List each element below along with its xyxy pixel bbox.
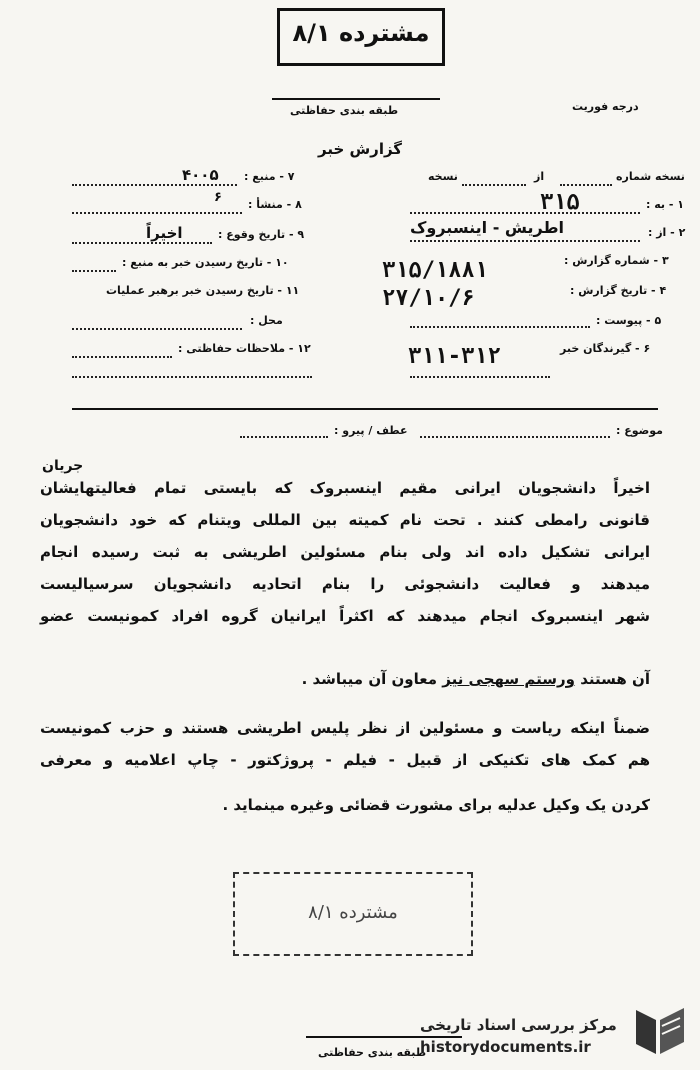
field-source-value: ۴۰۰۵	[182, 166, 219, 184]
field-origin-label: ۸ - منشأ :	[248, 198, 302, 211]
body-line: میدهند و فعالیت دانشجوئی را بنام اتحادیه دانشجویان سرسیالیست	[40, 575, 650, 593]
dotted-line	[560, 184, 612, 186]
classification-line	[272, 98, 440, 100]
dotted-line	[410, 240, 640, 242]
dotted-line	[410, 326, 590, 328]
dotted-line	[240, 436, 328, 438]
field-copy-of: از	[534, 170, 545, 183]
subject-label: موضوع :	[616, 424, 663, 437]
dotted-line	[72, 212, 242, 214]
bottom-stamp-text: مشترده ۸/۱	[308, 902, 398, 923]
field-from-value: اطریش - اینسبروک	[410, 218, 565, 237]
watermark-url: historydocuments.ir	[420, 1038, 591, 1056]
body-line: کردن یک وکیل عدلیه برای مشورت قضائی وغیره مینماید .	[222, 796, 650, 814]
field-from-label: ۲ - از :	[648, 226, 686, 239]
field-to-value: ۳۱۵	[540, 190, 580, 215]
watermark-title: مرکز بررسی اسناد تاریخی	[420, 1016, 617, 1034]
dotted-line	[410, 212, 640, 214]
dotted-line	[72, 328, 242, 330]
dotted-line	[72, 356, 172, 358]
dotted-line	[72, 376, 312, 378]
field-report-date-value: ۲۷/۱۰/۶	[382, 286, 475, 311]
body-line-6-start: آن هستند	[580, 670, 650, 688]
reference-label: عطف / پیرو :	[334, 424, 408, 437]
top-stamp-text: مشترده ۸/۱	[292, 19, 430, 47]
field-attachment-label: ۵ - پیوست :	[596, 314, 662, 327]
field-date-label: ۹ - تاریخ وقوع :	[218, 228, 305, 241]
top-stamp	[277, 8, 445, 66]
field-security-label: ۱۲ - ملاحظات حفاظتی :	[178, 342, 311, 355]
field-recipients-label: ۶ - گیرندگان خبر	[560, 342, 651, 355]
field-origin-value: ۶	[214, 190, 222, 205]
priority-label: درجه فوریت	[572, 100, 639, 113]
report-title: گزارش خبر	[318, 140, 403, 158]
dotted-line	[72, 242, 212, 244]
body-line-6-end: معاون آن میباشد .	[301, 670, 437, 688]
body-line: ضمناً اینکه ریاست و مسئولین از نظر پلیس اطریشی هستند و حزب کمونیست	[40, 719, 650, 737]
field-report-no-value: ۳۱۵/۱۸۸۱	[382, 258, 488, 283]
dotted-line	[72, 270, 116, 272]
classification-label: طبقه بندی حفاظتی	[290, 104, 399, 117]
body-line-6-underlined: ورستم سهجی نیز	[442, 670, 576, 688]
field-place-label: محل :	[250, 314, 283, 327]
body-line: هم کمک های تکنیکی از قبیل - فیلم - پروژکتور - چاپ اعلامیه و معرفی	[40, 751, 650, 769]
body-line: اخیراً دانشجویان ایرانی مقیم اینسبروک که بایستی تمام فعالیتهایشان	[40, 479, 650, 497]
dotted-line	[420, 436, 610, 438]
body-line: ایرانی تشکیل داده اند ولی بنام مسئولین اطریشی به ثبت رسیده انجام	[40, 543, 650, 561]
field-source-label: ۷ - منبع :	[244, 170, 295, 183]
dotted-line	[410, 376, 550, 378]
body-line-6	[302, 670, 650, 688]
field-recipients-value: ۳۱۱-۳۱۲	[408, 344, 501, 369]
field-report-date-label: ۴ - تاریخ گزارش :	[570, 284, 667, 297]
dotted-line	[462, 184, 526, 186]
footer-classification: طبقه بندی حفاظتی	[318, 1046, 427, 1059]
body-line: قانونی رامطی کنند . تحت نام کمیته بین المللی ویتنام که خود دانشجویان	[40, 511, 650, 529]
watermark-logo-icon	[628, 998, 692, 1062]
margin-note: جریان	[42, 458, 84, 474]
field-date-value: اخیراً	[146, 224, 183, 242]
dotted-line	[72, 184, 237, 186]
field-copy-end: نسخه	[428, 170, 458, 183]
field-copy-label: نسخه شماره	[616, 170, 685, 183]
field-arrival-label: ۱۰ - تاریخ رسیدن خبر به منبع :	[122, 256, 289, 269]
field-report-no-label: ۳ - شماره گزارش :	[564, 254, 669, 267]
separator-line	[72, 408, 658, 410]
field-to-label: ۱ - به :	[646, 198, 684, 211]
body-line: شهر اینسبروک انجام میدهند که اکثراً ایرانیان گروه افراد کمونیست عضو	[40, 607, 650, 625]
field-ops-label: ۱۱ - تاریخ رسیدن خبر برهبر عملیات	[106, 284, 300, 297]
bottom-stamp	[233, 872, 473, 956]
